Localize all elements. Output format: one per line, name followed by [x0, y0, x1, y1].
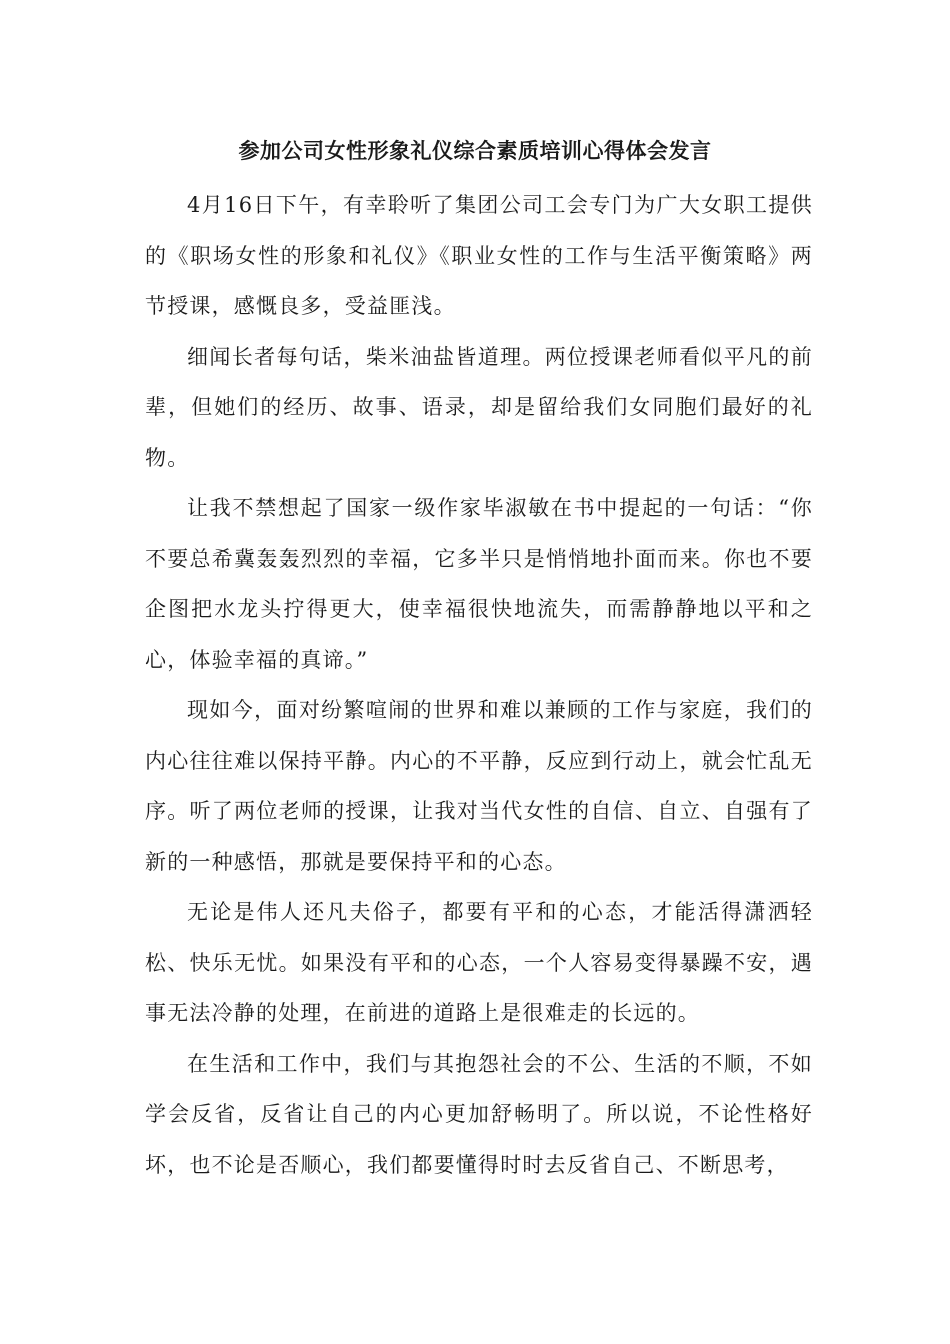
paragraph-6: 在生活和工作中，我们与其抱怨社会的不公、生活的不顺，不如学会反省，反省让自己的内心更加舒畅明了。所以说，不论性格好坏，也不论是否顺心，我们都要懂得时时去反省自己、不断思考， — [145, 1051, 813, 1177]
document-body — [145, 180, 813, 1190]
paragraph-2: 细闻长者每句话，柴米油盐皆道理。两位授课老师看似平凡的前辈，但她们的经历、故事、语录，却是留给我们女同胞们最好的礼物。 — [145, 344, 813, 470]
paragraph-1: 4月16日下午，有幸聆听了集团公司工会专门为广大女职工提供的《职场女性的形象和礼仪》《职业女性的工作与生活平衡策略》两节授课，感慨良多，受益匪浅。 — [145, 193, 813, 318]
paragraph-3: 让我不禁想起了国家一级作家毕淑敏在书中提起的一句话：“你不要总希冀轰轰烈烈的幸福，它多半只是悄悄地扑面而来。你也不要企图把水龙头拧得更大，使幸福很快地流失，而需静静地以平和之心，体验幸福的真谛。” — [145, 496, 813, 672]
paragraph-5: 无论是伟人还凡夫俗子，都要有平和的心态，才能活得潇洒轻松、快乐无忧。如果没有平和的心态，一个人容易变得暴躁不安，遇事无法冷静的处理，在前进的道路上是很难走的长远的。 — [145, 900, 813, 1025]
paragraph-4: 现如今，面对纷繁喧闹的世界和难以兼顾的工作与家庭，我们的内心往往难以保持平静。内心的不平静，反应到行动上，就会忙乱无序。听了两位老师的授课，让我对当代女性的自信、自立、自强有了新的一种感悟，那就是要保持平和的心态。 — [145, 698, 813, 874]
document-title: 参加公司女性形象礼仪综合素质培训心得体会发言 — [238, 138, 712, 163]
